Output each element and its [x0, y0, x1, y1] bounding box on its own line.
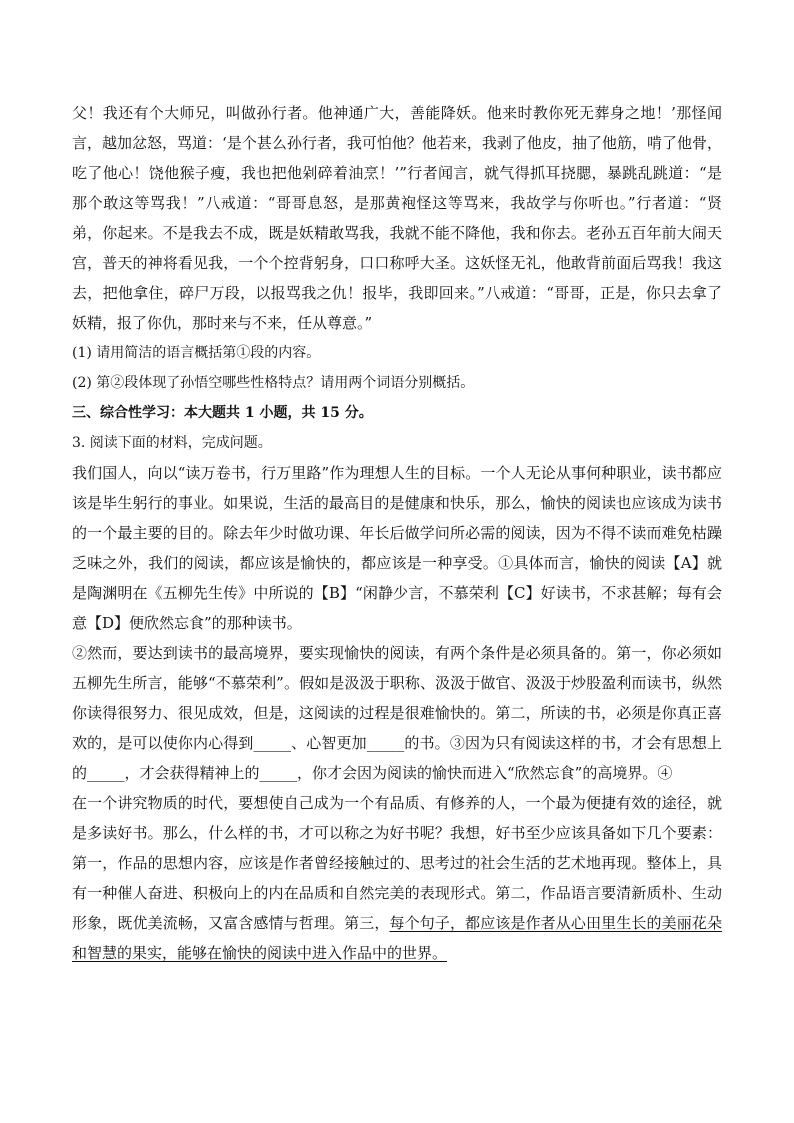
material-paragraph-3-plain: 在一个讲究物质的时代，要想使自己成为一个有品质、有修养的人，一个最为便捷有效的途径，就是多读好书。那么，什么样的书，才可以称之为好书呢？我想，好书至少应该具备如下几个要素：第一，作品的思想内容，应该是作者曾经接触过的、思考过的社会生活的艺术地再现。整体上，具有一种催人奋进、积极向上的内在品质和自然完美的表现形式。第二，作品语言要清新质朴、生动形象，既优美流畅，又富含感情与哲理。第三，	[72, 794, 722, 932]
material-paragraph-1: 我们国人，向以“读万卷书，行万里路”作为理想人生的目标。一个人无论从事何种职业，读书都应该是毕生躬行的事业。如果说，生活的最高目的是健康和快乐，那么，愉快的阅读也应该成为读书的一个最主要的目的。除去年少时做功课、年长后做学问所必需的阅读，因为不得不读而难免枯躁乏味之外，我们的阅读，都应该是愉快的，都应该是一种享受。①具体而言，愉快的阅读【A】就是陶渊明在《五柳先生传》中所说的【B】“闲静少言，不慕荣利【C】好读书，不求甚解；每有会意【D】便欣然忘食”的那种读书。	[72, 464, 722, 632]
underlined-sentence: 每个句子，都应该是作者从心田里生长的美丽花朵和智慧的果实，能够在愉快的阅读中进入作品中的世界。	[72, 914, 722, 962]
material-paragraph-2: ②然而，要达到读书的最高境界，要实现愉快的阅读，有两个条件是必须具备的。第一，你必须如五柳先生所言，能够“不慕荣利”。假如是汲汲于职称、汲汲于做官、汲汲于炒股盈利而读书，纵然你读得很努力、很见成效，但是，这阅读的过程是很难愉快的。第二，所读的书，必须是你真正喜欢的，是可以使你内心得到_____、心智更加_____的书。③因为只有阅读这样的书，才会有思想上的_____，才会获得精神上的_____，你才会因为阅读的愉快而进入“欣然忘食”的高境界。④	[72, 644, 722, 782]
section-three-title: 三、综合性学习：本大题共 1 小题，共 15 分。	[72, 405, 373, 421]
material-paragraph-3	[72, 788, 722, 968]
document-page	[72, 98, 722, 968]
passage-continuation: 父！我还有个大师兄，叫做孙行者。他神通广大，善能降妖。他来时教你死无葬身之地！’那怪闻言，越加忿怒，骂道：‘是个甚么孙行者，我可怕他？他若来，我剥了他皮，抽了他筋，啃了他骨，吃了他心！饶他猴子瘦，我也把他剁碎着油烹！’”行者闻言，就气得抓耳挠腮，暴跳乱跳道：“是那个敢这等骂我！”八戒道：“哥哥息怒，是那黄袍怪这等骂来，我故学与你听也。”行者道：“贤弟，你起来。不是我去不成，既是妖精敢骂我，我就不能不降他，我和你去。老孙五百年前大闹天宫，普天的神将看见我，一个个控背躬身，口口称呼大圣。这妖怪无礼，他敢背前面后骂我！我这去，把他拿住，碎尸万段，以报骂我之仇！报毕，我即回来。”八戒道：“哥哥，正是，你只去拿了妖精，报了你仇，那时来与不来，任从尊意。”	[72, 104, 722, 332]
question-2: (2) 第②段体现了孙悟空哪些性格特点？请用两个词语分别概括。	[72, 375, 475, 391]
question-1: (1) 请用简洁的语言概括第①段的内容。	[72, 345, 321, 361]
question-3-title: 3. 阅读下面的材料，完成问题。	[72, 435, 272, 451]
